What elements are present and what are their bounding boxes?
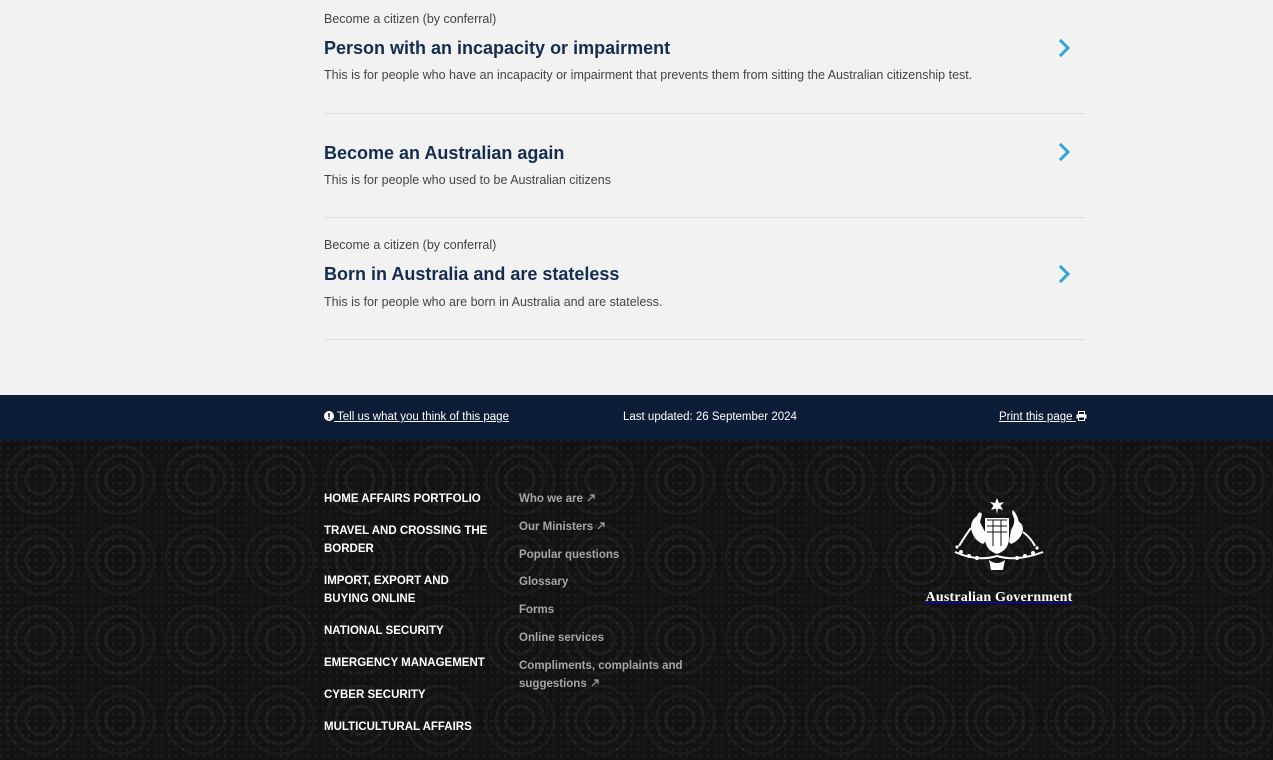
footer-link-compliments-complaints[interactable] [519,657,699,693]
footer-link-popular-questions[interactable]: Popular questions [519,548,620,561]
pathway-card[interactable] [324,114,1085,218]
chevron-right-icon[interactable] [1057,38,1073,58]
card-category: Become a citizen (by conferral) [324,238,497,252]
footer-link-cyber-security[interactable]: CYBER SECURITY [324,689,426,701]
printer-icon [1076,411,1087,421]
link-label: Compliments, complaints and suggestions [519,659,683,690]
footer-link-our-ministers[interactable] [519,518,699,536]
external-link-icon [591,679,599,687]
feedback-label: Tell us what you think of this page [337,411,509,423]
footer-link-multicultural-affairs[interactable]: MULTICULTURAL AFFAIRS [324,721,472,733]
footer-link-travel-border[interactable]: TRAVEL AND CROSSING THE BORDER [324,525,488,555]
card-title-link[interactable]: Person with an incapacity or impairment [324,38,671,58]
chevron-right-icon[interactable] [1057,142,1073,162]
site-footer [0,440,1273,760]
pathway-card-list [324,0,1085,340]
card-description: This is for people who used to be Australian citizens [324,173,611,187]
footer-link-emergency-management[interactable]: EMERGENCY MANAGEMENT [324,657,485,669]
link-label: Our Ministers [519,520,594,533]
footer-link-who-we-are[interactable] [519,490,699,508]
info-circle-icon [324,411,334,421]
footer-link-forms[interactable]: Forms [519,604,555,617]
last-updated-text: Last updated: 26 September 2024 [623,411,797,423]
pathway-card[interactable] [324,218,1085,340]
footer-link-import-export[interactable]: IMPORT, EXPORT AND BUYING ONLINE [324,575,449,605]
footer-link-home-affairs-portfolio[interactable]: HOME AFFAIRS PORTFOLIO [324,493,481,505]
card-description: This is for people who are born in Australia and are stateless. [324,295,663,309]
footer-secondary-nav [519,490,699,703]
page-utility-bar [0,395,1273,440]
footer-primary-nav [324,490,494,750]
card-title-link[interactable]: Born in Australia and are stateless [324,264,620,284]
external-link-icon [587,494,595,502]
australian-government-logo[interactable] [920,496,1078,606]
feedback-link[interactable] [324,410,509,425]
card-category: Become a citizen (by conferral) [324,12,497,26]
footer-link-national-security[interactable]: NATIONAL SECURITY [324,625,444,637]
coat-of-arms-logo [947,496,1051,574]
card-description: This is for people who have an incapacity or impairment that prevents them from sitting the Australian citizenship test. [324,68,973,82]
external-link-icon [597,522,605,530]
print-label: Print this page [999,411,1073,423]
pathway-card[interactable] [324,0,1085,114]
card-title-link[interactable]: Become an Australian again [324,143,565,163]
print-page-link[interactable] [999,410,1087,425]
footer-link-glossary[interactable]: Glossary [519,576,569,589]
chevron-right-icon[interactable] [1057,264,1073,284]
government-name: Australian Government [925,590,1073,605]
link-label: Who we are [519,493,583,505]
footer-link-online-services[interactable]: Online services [519,631,605,644]
